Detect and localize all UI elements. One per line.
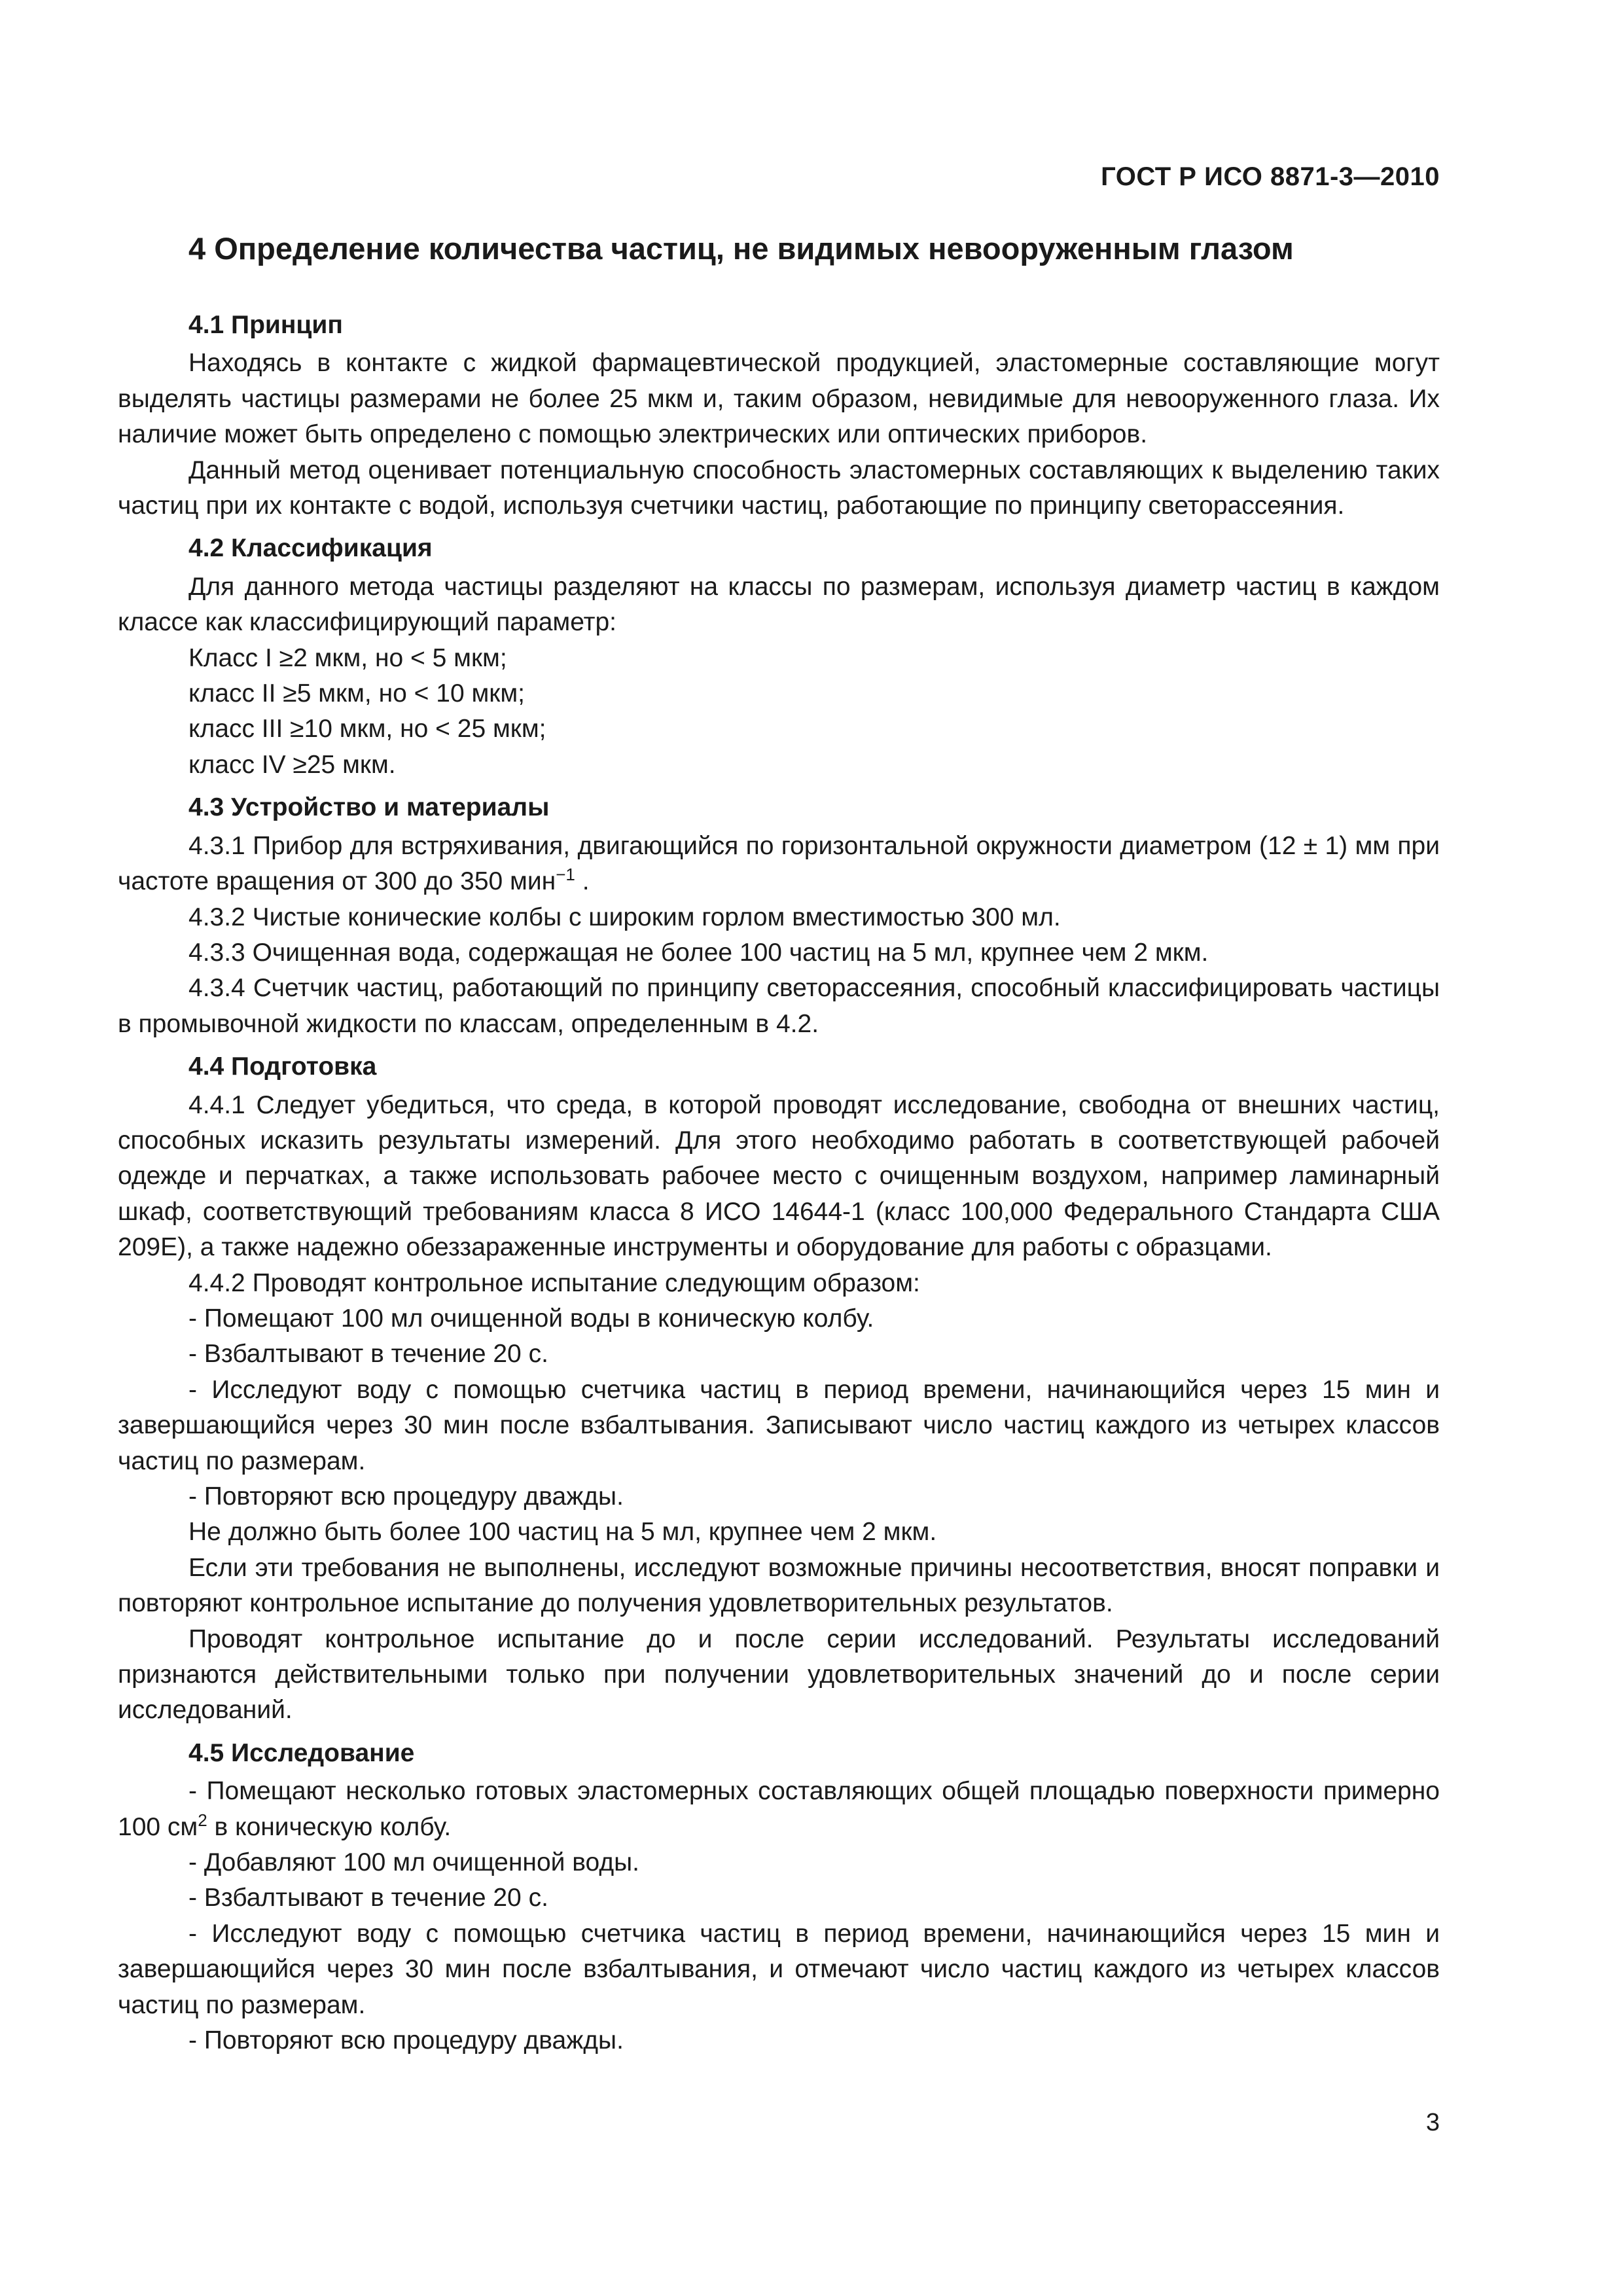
paragraph-4-3-3: 4.3.3 Очищенная вода, содержащая не более 100 частиц на 5 мл, крупнее чем 2 мкм.	[188, 938, 1209, 967]
heading-4-4: 4.4 Подготовка	[188, 1052, 377, 1081]
paragraph-4-3-4: 4.3.4 Счетчик частиц, работающий по принципу светорассеяния, способный классифицировать частицы в промывочной жидкости по классам, определенным в 4.2.	[118, 974, 1440, 1038]
list-item-text: - Помещают несколько готовых эластомерных составляющих общей площадью поверхности примерно 100 см	[118, 1777, 1440, 1841]
paragraph-text: .	[575, 867, 590, 896]
list-item: - Взбалтывают в течение 20 с.	[188, 1340, 548, 1369]
list-item: - Повторяют всю процедуру дважды.	[188, 2026, 624, 2055]
heading-4-3: 4.3 Устройство и материалы	[188, 793, 550, 822]
paragraph-4-3-2: 4.3.2 Чистые конические колбы с широким горлом вместимостью 300 мл.	[188, 903, 1061, 931]
heading-4-5: 4.5 Исследование	[188, 1738, 415, 1767]
list-item: - Помещают 100 мл очищенной воды в коническую колбу.	[188, 1304, 874, 1333]
document-page	[118, 0, 1440, 2296]
superscript: −1	[556, 865, 575, 885]
paragraph-4-4-1: 4.4.1 Следует убедиться, что среда, в которой проводят исследование, свободна от внешних частиц, способных исказить результаты измерений. Для этого необходимо работать в соответствующей рабочей одежде и перчатках, а также использовать рабочее место с очищенным воздухом, например ламинарный шкаф, соответствующий требованиям класса 8 ИСО 14644-1 (класс 100,000 Федерального Стандарта США 209E), а также надежно обеззараженные инструменты и оборудование для работы с образцами.	[118, 1090, 1440, 1262]
list-item: - Повторяют всю процедуру дважды.	[188, 1482, 624, 1511]
list-item-text: в коническую колбу.	[207, 1812, 452, 1841]
paragraph-4-3-1	[118, 829, 1440, 900]
section-title: 4 Определение количества частиц, не видимых невооруженным глазом	[188, 231, 1294, 266]
heading-4-2: 4.2 Классификация	[188, 534, 433, 563]
class-item: класс IV ≥25 мкм.	[188, 750, 396, 779]
list-item: - Добавляют 100 мл очищенной воды.	[188, 1848, 639, 1877]
paragraph-text: 4.3.1 Прибор для встряхивания, двигающийся по горизонтальной окружности диаметром (12 ± 1) мм при частоте вращения от 300 до 350 мин	[118, 831, 1440, 896]
list-item	[118, 1774, 1440, 1845]
document-code: ГОСТ Р ИСО 8871-3—2010	[1101, 162, 1440, 191]
list-item: - Исследуют воду с помощью счетчика частиц в период времени, начинающийся через 15 мин и завершающийся через 30 мин после взбалтывания, и отмечают число частиц каждого из четырех классов частиц по размерам.	[118, 1919, 1440, 2019]
class-item: класс III ≥10 мкм, но < 25 мкм;	[188, 715, 546, 744]
list-item: - Исследуют воду с помощью счетчика частиц в период времени, начинающийся через 15 мин и завершающийся через 30 мин после взбалтывания. Записывают число частиц каждого из четырех классов частиц по размерам.	[118, 1375, 1440, 1475]
paragraph: Проводят контрольное испытание до и после серии исследований. Результаты исследований признаются действительными только при получении удовлетворительных значений до и после серии исследований.	[118, 1624, 1440, 1725]
paragraph: Не должно быть более 100 частиц на 5 мл, крупнее чем 2 мкм.	[188, 1518, 937, 1547]
paragraph: Для данного метода частицы разделяют на классы по размерам, используя диаметр частиц в каждом классе как классифицирующий параметр:	[118, 572, 1440, 637]
paragraph: Если эти требования не выполнены, исследуют возможные причины несоответствия, вносят поправки и повторяют контрольное испытание до получения удовлетворительных результатов.	[118, 1553, 1440, 1618]
heading-4-1: 4.1 Принцип	[188, 311, 343, 339]
list-item: - Взбалтывают в течение 20 с.	[188, 1884, 548, 1912]
paragraph: Данный метод оценивает потенциальную способность эластомерных составляющих к выделению таких частиц при их контакте с водой, используя счетчики частиц, работающие по принципу светорассеяния.	[118, 456, 1440, 520]
class-item: класс II ≥5 мкм, но < 10 мкм;	[188, 679, 525, 708]
class-item: Класс I ≥2 мкм, но < 5 мкм;	[188, 643, 507, 672]
paragraph: Находясь в контакте с жидкой фармацевтической продукцией, эластомерные составляющие могут выделять частицы размерами не более 25 мкм и, таким образом, невидимые для невооруженного глаза. Их наличие может быть определено с помощью электрических или оптических приборов.	[118, 349, 1440, 449]
page-number: 3	[1425, 2109, 1440, 2136]
superscript: 2	[198, 1810, 207, 1830]
document-body	[118, 308, 1440, 2059]
paragraph-4-4-2: 4.4.2 Проводят контрольное испытание следующим образом:	[188, 1268, 920, 1297]
